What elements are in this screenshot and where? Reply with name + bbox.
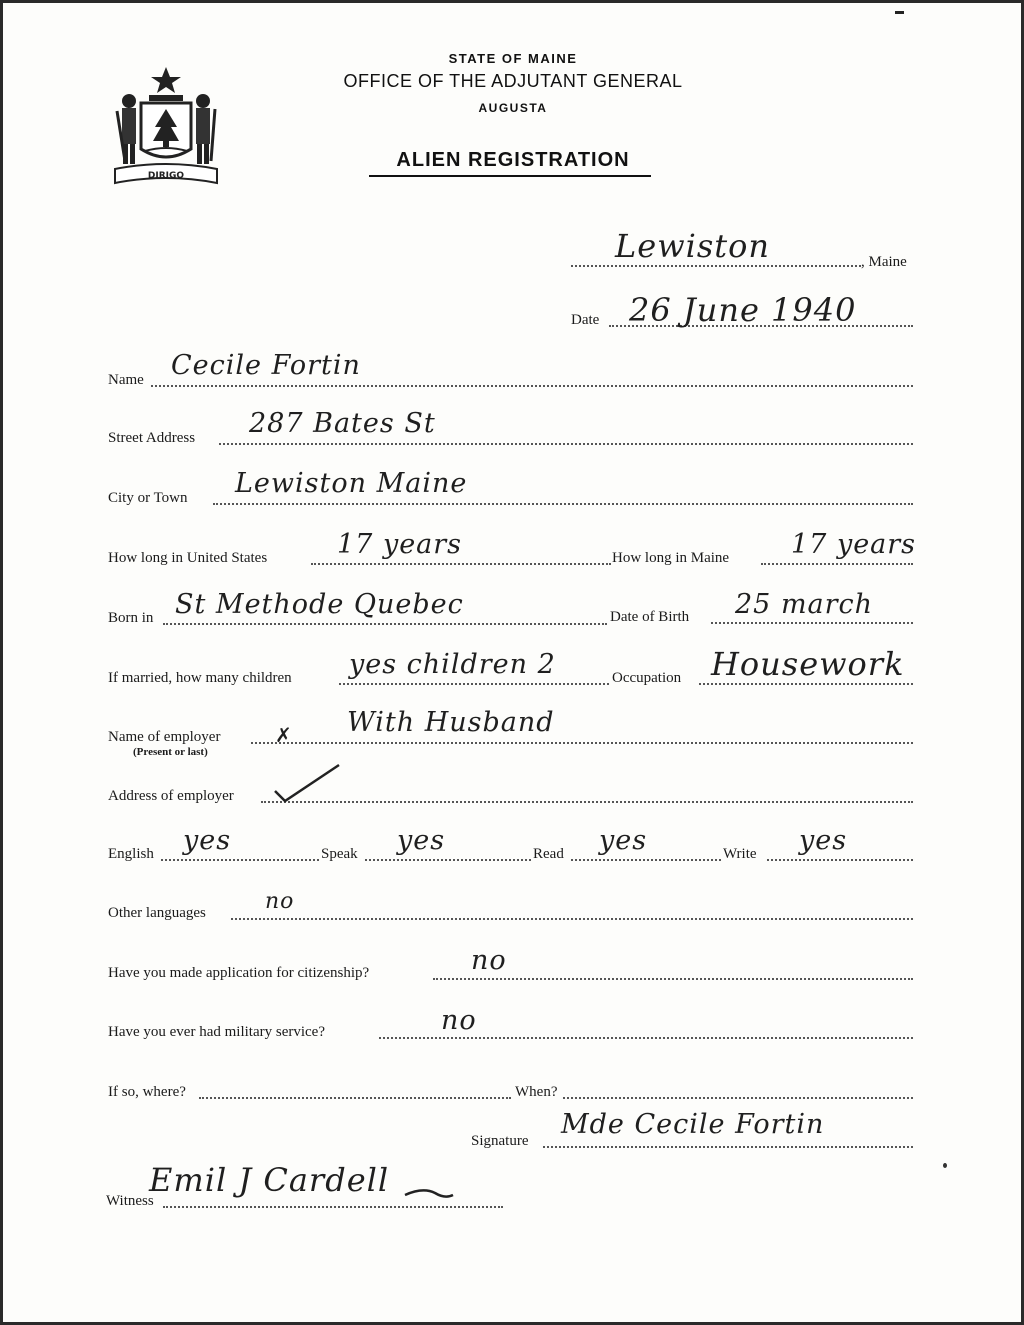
- when-label: When?: [515, 1084, 558, 1100]
- place-suffix: , Maine: [861, 254, 907, 270]
- when-line[interactable]: [563, 1097, 913, 1099]
- speak-line: [365, 859, 531, 861]
- witness-line: [163, 1206, 503, 1208]
- birthplace-line: [163, 623, 607, 625]
- maine-duration-value[interactable]: 17 years: [791, 529, 917, 560]
- read-value[interactable]: yes: [599, 825, 648, 856]
- other-languages-label: Other languages: [108, 905, 206, 921]
- title-underline: [369, 175, 651, 177]
- employer-address-check-mark: [271, 761, 343, 805]
- date-value[interactable]: 26 June 1940: [629, 291, 857, 329]
- citizenship-line: [433, 978, 913, 980]
- employer-label: Name of employer: [108, 729, 221, 745]
- employer-address-line: [261, 801, 913, 803]
- citizenship-label: Have you made application for citizenship?: [108, 965, 370, 981]
- city-line: [213, 503, 913, 505]
- english-line: [161, 859, 319, 861]
- english-value[interactable]: yes: [183, 825, 232, 856]
- us-duration-line: [311, 563, 611, 565]
- maine-duration-line: [761, 563, 913, 565]
- employer-line: [251, 742, 913, 744]
- write-value[interactable]: yes: [799, 825, 848, 856]
- us-duration-label: How long in United States: [108, 550, 268, 566]
- employer-sublabel: (Present or last): [133, 746, 208, 758]
- married-line: [339, 683, 609, 685]
- scan-speck: [943, 1163, 947, 1168]
- dob-label: Date of Birth: [610, 609, 690, 625]
- date-label: Date: [571, 312, 600, 328]
- header-city: AUGUSTA: [478, 101, 548, 115]
- seal-banner-text: DIRIGO: [147, 171, 185, 181]
- employer-address-label: Address of employer: [108, 788, 234, 804]
- signature-line: [543, 1146, 913, 1148]
- military-value[interactable]: no: [441, 1005, 477, 1036]
- city-label: City or Town: [108, 490, 188, 506]
- name-line: [151, 385, 913, 387]
- witness-value[interactable]: Emil J Cardell: [149, 1161, 390, 1199]
- witness-flourish: [403, 1183, 455, 1207]
- other-languages-line: [231, 918, 913, 920]
- occupation-line: [699, 683, 913, 685]
- city-value[interactable]: Lewiston Maine: [235, 468, 468, 499]
- military-label: Have you ever had military service?: [108, 1024, 325, 1040]
- form-title: ALIEN REGISTRATION: [396, 149, 630, 171]
- signature-label: Signature: [471, 1133, 529, 1149]
- name-value[interactable]: Cecile Fortin: [171, 350, 361, 381]
- dob-value[interactable]: 25 march: [735, 589, 874, 620]
- employer-value[interactable]: With Husband: [347, 707, 555, 738]
- citizenship-value[interactable]: no: [471, 945, 507, 976]
- scan-mark: [895, 11, 904, 14]
- married-value[interactable]: yes children 2: [349, 649, 556, 680]
- street-line: [219, 443, 913, 445]
- write-label: Write: [723, 846, 757, 862]
- where-label: If so, where?: [108, 1084, 186, 1100]
- read-label: Read: [533, 846, 564, 862]
- witness-label: Witness: [106, 1193, 154, 1209]
- occupation-label: Occupation: [612, 670, 682, 686]
- speak-value[interactable]: yes: [397, 825, 446, 856]
- write-line: [767, 859, 913, 861]
- married-label: If married, how many children: [108, 670, 292, 686]
- birthplace-value[interactable]: St Methode Quebec: [175, 589, 464, 620]
- street-label: Street Address: [108, 430, 196, 446]
- state-seal-icon: [111, 65, 221, 187]
- street-value[interactable]: 287 Bates St: [249, 408, 436, 439]
- birthplace-label: Born in: [108, 610, 154, 626]
- occupation-value[interactable]: Housework: [711, 645, 905, 683]
- header-state: STATE OF MAINE: [448, 51, 578, 66]
- speak-label: Speak: [321, 846, 358, 862]
- header-office: OFFICE OF THE ADJUTANT GENERAL: [343, 71, 683, 91]
- place-value[interactable]: Lewiston: [615, 227, 770, 265]
- military-line: [379, 1037, 913, 1039]
- signature-value[interactable]: Mde Cecile Fortin: [561, 1109, 825, 1140]
- where-line[interactable]: [199, 1097, 511, 1099]
- employer-x-mark: ✗: [275, 723, 292, 747]
- maine-duration-label: How long in Maine: [612, 550, 730, 566]
- dob-line: [711, 622, 913, 624]
- english-label: English: [108, 846, 154, 862]
- us-duration-value[interactable]: 17 years: [337, 529, 463, 560]
- read-line: [571, 859, 721, 861]
- place-line: [571, 265, 861, 267]
- other-languages-value[interactable]: no: [265, 889, 295, 914]
- name-label: Name: [108, 372, 144, 388]
